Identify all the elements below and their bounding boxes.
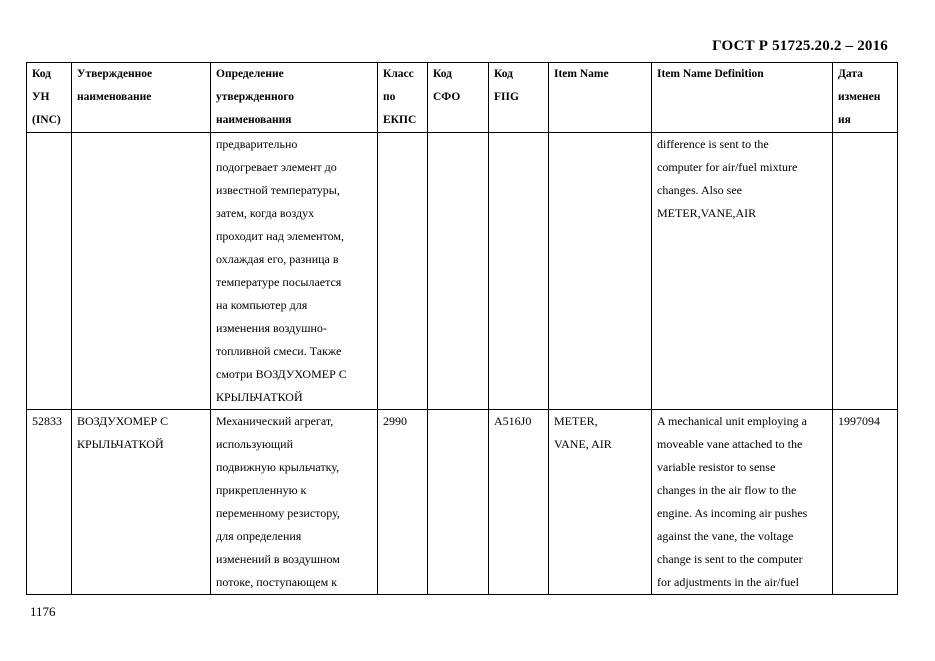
cell-item-name: METER, VANE, AIR xyxy=(549,410,652,595)
cell-definition-en: A mechanical unit employing a moveable vane attached to the variable resistor to sense changes in the air flow to the engine. As incoming air pushes against the vane, the voltage change is sent to the computer for adjustments in the air/fuel xyxy=(652,410,833,595)
cell-date: 1997094 xyxy=(833,410,898,595)
page-number: 1176 xyxy=(30,604,56,619)
table-row xyxy=(27,410,898,595)
document-standard-code: ГОСТ Р 51725.20.2 – 2016 xyxy=(712,38,888,54)
column-header-class: Класс по ЕКПС xyxy=(378,63,428,133)
cell-definition-en: difference is sent to the computer for air/fuel mixture changes. Also see METER,VANE,AIR xyxy=(652,133,833,410)
cell-date xyxy=(833,133,898,410)
cell-inc: 52833 xyxy=(27,410,72,595)
cell-sfo xyxy=(428,410,489,595)
cell-fiig xyxy=(489,133,549,410)
column-header-definition-ru: Определение утвержденного наименования xyxy=(211,63,378,133)
cell-fiig: A516J0 xyxy=(489,410,549,595)
column-header-inc: Код УН (INC) xyxy=(27,63,72,133)
cell-definition-ru: Механический агрегат, использующий подвижную крыльчатку, прикрепленную к переменному резистору, для определения изменений в воздушном потоке, поступающем к xyxy=(211,410,378,595)
column-header-definition-en: Item Name Definition xyxy=(652,63,833,133)
cell-definition-ru: предварительно подогревает элемент до известной температуры, затем, когда воздух проходит над элементом, охлаждая его, разница в температуре посылается на компьютер для изменения воздушно- топливной смеси. Также смотри ВОЗДУХОМЕР С КРЫЛЬЧАТКОЙ xyxy=(211,133,378,410)
cell-class xyxy=(378,133,428,410)
cell-approved-name xyxy=(72,133,211,410)
column-header-date: Дата изменен ия xyxy=(833,63,898,133)
column-header-item-name: Item Name xyxy=(549,63,652,133)
column-header-sfo: Код СФО xyxy=(428,63,489,133)
table-header-row xyxy=(27,63,898,133)
table-row xyxy=(27,133,898,410)
cell-sfo xyxy=(428,133,489,410)
cell-inc xyxy=(27,133,72,410)
column-header-approved-name: Утвержденное наименование xyxy=(72,63,211,133)
cell-approved-name: ВОЗДУХОМЕР С КРЫЛЬЧАТКОЙ xyxy=(72,410,211,595)
gost-table xyxy=(26,62,898,595)
column-header-fiig: Код FIIG xyxy=(489,63,549,133)
cell-item-name xyxy=(549,133,652,410)
cell-class: 2990 xyxy=(378,410,428,595)
